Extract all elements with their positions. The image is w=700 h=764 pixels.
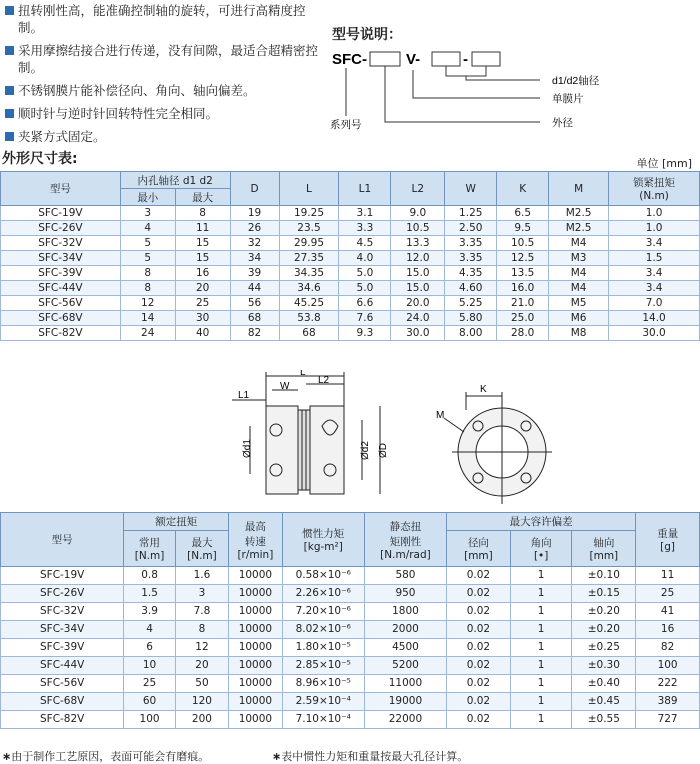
table-cell: 7.10×10⁻⁴ xyxy=(282,711,364,729)
dim-d2: Ød2 xyxy=(360,441,371,460)
table-cell: 34.6 xyxy=(279,281,339,296)
table-cell: 50 xyxy=(175,675,228,693)
col-normal: 常用 [N.m] xyxy=(124,531,175,567)
table-cell: 0.02 xyxy=(447,657,511,675)
table-cell: SFC-26V xyxy=(1,221,121,236)
table-cell: 15.0 xyxy=(391,281,445,296)
table-cell: 15 xyxy=(175,236,230,251)
table-cell: 1.0 xyxy=(609,221,700,236)
col-model: 型号 xyxy=(1,172,121,206)
table-cell: 580 xyxy=(364,567,446,585)
table-cell: 25 xyxy=(124,675,175,693)
table-cell: SFC-26V xyxy=(1,585,124,603)
table-cell: 1.0 xyxy=(609,206,700,221)
table-cell: 82 xyxy=(636,639,700,657)
table-cell: 68 xyxy=(230,311,279,326)
table-cell: 26 xyxy=(230,221,279,236)
table-row xyxy=(1,221,700,236)
table-cell: 4 xyxy=(124,621,175,639)
table-cell: M8 xyxy=(549,326,609,341)
dim-D: ØD xyxy=(378,443,389,458)
table-cell: 0.02 xyxy=(447,639,511,657)
table-cell: 10000 xyxy=(229,603,282,621)
table-cell: 45.25 xyxy=(279,296,339,311)
table-cell: ±0.20 xyxy=(572,621,636,639)
table-cell: SFC-82V xyxy=(1,326,121,341)
table-cell: 7.6 xyxy=(339,311,391,326)
table-cell: ±0.30 xyxy=(572,657,636,675)
table-cell: 120 xyxy=(175,693,228,711)
table-cell: 24 xyxy=(120,326,175,341)
table-cell: M4 xyxy=(549,236,609,251)
table-cell: SFC-32V xyxy=(1,236,121,251)
table-cell: 3.1 xyxy=(339,206,391,221)
table-cell: 14.0 xyxy=(609,311,700,326)
table-cell: 6.5 xyxy=(497,206,549,221)
table-row xyxy=(1,657,700,675)
model-description xyxy=(330,24,700,144)
dim-L2: L2 xyxy=(318,375,330,386)
table-cell: 4 xyxy=(120,221,175,236)
table-cell: 15 xyxy=(175,251,230,266)
table-cell: 5.0 xyxy=(339,281,391,296)
table-cell: M4 xyxy=(549,281,609,296)
col-inertia: 惯性力矩 [kg-m²] xyxy=(282,513,364,567)
footnote-1: ∗由于制作工艺原因，表面可能会有磨痕。 xyxy=(2,750,210,763)
table-cell: 2000 xyxy=(364,621,446,639)
table-cell: 5.25 xyxy=(445,296,497,311)
table-cell: 10000 xyxy=(229,711,282,729)
table-cell: 29.95 xyxy=(279,236,339,251)
code-dash: - xyxy=(463,51,468,68)
table-cell: SFC-44V xyxy=(1,281,121,296)
coupling-drawing xyxy=(230,370,560,510)
table-cell: 56 xyxy=(230,296,279,311)
table-row xyxy=(1,251,700,266)
table-cell: 1 xyxy=(510,585,572,603)
table-cell: 19.25 xyxy=(279,206,339,221)
col-L1: L1 xyxy=(339,172,391,206)
table-row xyxy=(1,585,700,603)
table-cell: 12 xyxy=(120,296,175,311)
col-min: 最小 xyxy=(120,189,175,206)
table-cell: SFC-19V xyxy=(1,206,121,221)
table-cell: 30.0 xyxy=(609,326,700,341)
table-cell: SFC-56V xyxy=(1,296,121,311)
dimension-table xyxy=(0,171,700,341)
col-allowance: 最大容许偏差 xyxy=(447,513,636,531)
table-cell: 4.5 xyxy=(339,236,391,251)
bullet-square-icon xyxy=(5,109,14,118)
table-cell: 8 xyxy=(175,621,228,639)
col-max-torque: 最大 [N.m] xyxy=(175,531,228,567)
table-cell: 1 xyxy=(510,675,572,693)
table-cell: 0.8 xyxy=(124,567,175,585)
table-cell: 4.35 xyxy=(445,266,497,281)
table-cell: 1.5 xyxy=(124,585,175,603)
label-series: 系列号 xyxy=(330,119,362,131)
table-cell: 5.80 xyxy=(445,311,497,326)
table-cell: SFC-19V xyxy=(1,567,124,585)
table-cell: 3.4 xyxy=(609,236,700,251)
table-cell: ±0.10 xyxy=(572,567,636,585)
table-cell: SFC-68V xyxy=(1,693,124,711)
table-cell: 9.5 xyxy=(497,221,549,236)
table-cell: 20 xyxy=(175,281,230,296)
label-single: 单膜片 xyxy=(552,93,584,105)
col-W: W xyxy=(445,172,497,206)
table-cell: 2.59×10⁻⁴ xyxy=(282,693,364,711)
table-cell: 5 xyxy=(120,236,175,251)
table-row xyxy=(1,693,700,711)
table-cell: SFC-82V xyxy=(1,711,124,729)
table-cell: 4.60 xyxy=(445,281,497,296)
table-cell: 1.80×10⁻⁵ xyxy=(282,639,364,657)
table-cell: 3.4 xyxy=(609,281,700,296)
table-cell: 16 xyxy=(175,266,230,281)
label-d1d2: d1/d2轴径 xyxy=(552,75,600,87)
table-cell: 60 xyxy=(124,693,175,711)
table-row xyxy=(1,281,700,296)
table-cell: 7.0 xyxy=(609,296,700,311)
table-cell: 6.6 xyxy=(339,296,391,311)
footnote-2: ∗表中惯性力矩和重量按最大孔径计算。 xyxy=(272,750,469,763)
table-cell: 5.0 xyxy=(339,266,391,281)
table-cell: 14 xyxy=(120,311,175,326)
table-cell: 10000 xyxy=(229,621,282,639)
dim-L1: L1 xyxy=(238,390,250,401)
model-description-title: 型号说明： xyxy=(332,27,402,43)
table-cell: 32 xyxy=(230,236,279,251)
table-cell: 8.96×10⁻⁵ xyxy=(282,675,364,693)
col-K: K xyxy=(497,172,549,206)
table-cell: 3.9 xyxy=(124,603,175,621)
feature-item: 夹紧方式固定。 xyxy=(4,128,322,145)
table-cell: 12.5 xyxy=(497,251,549,266)
table-cell: 0.02 xyxy=(447,585,511,603)
table-cell: 3.35 xyxy=(445,236,497,251)
dims-unit: 单位 [mm] xyxy=(636,157,692,170)
table-cell: 1 xyxy=(510,603,572,621)
table-cell: 389 xyxy=(636,693,700,711)
table-cell: 9.3 xyxy=(339,326,391,341)
table-cell: 8 xyxy=(120,281,175,296)
table-cell: SFC-32V xyxy=(1,603,124,621)
table-cell: SFC-34V xyxy=(1,251,121,266)
table-cell: 20 xyxy=(175,657,228,675)
table-cell: 5 xyxy=(120,251,175,266)
table-cell: 0.02 xyxy=(447,693,511,711)
table-cell: 53.8 xyxy=(279,311,339,326)
table-row xyxy=(1,639,700,657)
col-max: 最大 xyxy=(175,189,230,206)
dim-K: K xyxy=(480,384,487,395)
technical-drawing xyxy=(230,370,560,510)
table-cell: 10 xyxy=(124,657,175,675)
table-cell: 7.20×10⁻⁶ xyxy=(282,603,364,621)
table-cell: 950 xyxy=(364,585,446,603)
table-cell: 3.3 xyxy=(339,221,391,236)
table-cell: 0.02 xyxy=(447,567,511,585)
table-cell: 19 xyxy=(230,206,279,221)
col-weight: 重量 [g] xyxy=(636,513,700,567)
table-cell: 1.25 xyxy=(445,206,497,221)
col-bore: 内孔轴径 d1 d2 xyxy=(120,172,230,189)
table-cell: 25 xyxy=(175,296,230,311)
table-cell: 16 xyxy=(636,621,700,639)
table-cell: 13.3 xyxy=(391,236,445,251)
table-cell: 4500 xyxy=(364,639,446,657)
feature-list xyxy=(4,2,322,151)
table-cell: 34.35 xyxy=(279,266,339,281)
table-cell: 34 xyxy=(230,251,279,266)
table-cell: 4.0 xyxy=(339,251,391,266)
d1-box xyxy=(432,52,460,66)
table-cell: 12 xyxy=(175,639,228,657)
dim-d1: Ød1 xyxy=(242,439,253,458)
table-cell: 6 xyxy=(124,639,175,657)
col-M: M xyxy=(549,172,609,206)
col-rated: 额定扭矩 xyxy=(124,513,229,531)
table-cell: 8.02×10⁻⁶ xyxy=(282,621,364,639)
table-cell: SFC-34V xyxy=(1,621,124,639)
table-row xyxy=(1,206,700,221)
table-cell: 0.02 xyxy=(447,711,511,729)
table-cell: SFC-39V xyxy=(1,266,121,281)
table-cell: SFC-68V xyxy=(1,311,121,326)
feature-item: 扭转刚性高，能准确控制轴的旋转，可进行高精度控制。 xyxy=(4,2,322,36)
table-cell: M6 xyxy=(549,311,609,326)
table-cell: 27.35 xyxy=(279,251,339,266)
bullet-square-icon xyxy=(5,132,14,141)
dims-title: 外形尺寸表: xyxy=(2,151,78,167)
table-cell: 1.6 xyxy=(175,567,228,585)
table-cell: 0.02 xyxy=(447,675,511,693)
table-cell: 10000 xyxy=(229,675,282,693)
table-cell: 1.5 xyxy=(609,251,700,266)
table-cell: ±0.25 xyxy=(572,639,636,657)
feature-item: 顺时针与逆时针回转特性完全相同。 xyxy=(4,105,322,122)
table-cell: 22000 xyxy=(364,711,446,729)
model-code-diagram xyxy=(330,24,700,144)
table-row xyxy=(1,266,700,281)
table-row xyxy=(1,567,700,585)
table-cell: 5200 xyxy=(364,657,446,675)
table-cell: 0.58×10⁻⁶ xyxy=(282,567,364,585)
table-cell: 8.00 xyxy=(445,326,497,341)
table-cell: 3 xyxy=(175,585,228,603)
table-cell: 1 xyxy=(510,693,572,711)
table-cell: 1 xyxy=(510,639,572,657)
table-cell: 0.02 xyxy=(447,603,511,621)
table-row xyxy=(1,675,700,693)
table-cell: 2.85×10⁻⁵ xyxy=(282,657,364,675)
table-cell: 40 xyxy=(175,326,230,341)
table-row xyxy=(1,711,700,729)
col-radial: 径向 [mm] xyxy=(447,531,511,567)
col-model: 型号 xyxy=(1,513,124,567)
table-cell: 10.5 xyxy=(391,221,445,236)
table-cell: SFC-44V xyxy=(1,657,124,675)
table-cell: 11 xyxy=(636,567,700,585)
performance-table xyxy=(0,512,700,729)
table-cell: 100 xyxy=(124,711,175,729)
table-cell: ±0.55 xyxy=(572,711,636,729)
table-cell: M2.5 xyxy=(549,206,609,221)
dim-M: M xyxy=(436,410,445,421)
dim-L: L xyxy=(300,370,306,378)
col-angular: 角向 [•] xyxy=(510,531,572,567)
label-od: 外径 xyxy=(552,117,573,129)
table-cell: 3 xyxy=(120,206,175,221)
table-cell: 10000 xyxy=(229,585,282,603)
table-cell: 10000 xyxy=(229,567,282,585)
table-cell: 10000 xyxy=(229,657,282,675)
table-cell: 10.5 xyxy=(497,236,549,251)
feature-item: 采用摩擦结接合进行传递，没有间隙，最适合超精密控制。 xyxy=(4,42,322,76)
table-cell: 24.0 xyxy=(391,311,445,326)
table-cell: 13.5 xyxy=(497,266,549,281)
dim-W: W xyxy=(280,381,290,392)
col-L: L xyxy=(279,172,339,206)
table-row xyxy=(1,621,700,639)
table-cell: M3 xyxy=(549,251,609,266)
table-cell: M2.5 xyxy=(549,221,609,236)
table-cell: 11 xyxy=(175,221,230,236)
table-row xyxy=(1,311,700,326)
table-row xyxy=(1,326,700,341)
table-cell: 222 xyxy=(636,675,700,693)
table-cell: 1 xyxy=(510,657,572,675)
bullet-square-icon xyxy=(5,86,14,95)
table-cell: SFC-39V xyxy=(1,639,124,657)
table-cell: 28.0 xyxy=(497,326,549,341)
table-cell: 10000 xyxy=(229,693,282,711)
table-row xyxy=(1,296,700,311)
table-cell: ±0.40 xyxy=(572,675,636,693)
bullet-square-icon xyxy=(5,6,14,15)
col-torque: 锁紧扭矩 (N.m) xyxy=(609,172,700,206)
table-cell: 39 xyxy=(230,266,279,281)
table-cell: 100 xyxy=(636,657,700,675)
col-stiffness: 静态扭 矩刚性 [N.m/rad] xyxy=(364,513,446,567)
col-L2: L2 xyxy=(391,172,445,206)
table-cell: 1 xyxy=(510,711,572,729)
table-cell: 30.0 xyxy=(391,326,445,341)
table-cell: 8 xyxy=(175,206,230,221)
table-cell: 2.50 xyxy=(445,221,497,236)
table-cell: 11000 xyxy=(364,675,446,693)
od-box xyxy=(370,52,400,66)
table-cell: 200 xyxy=(175,711,228,729)
table-cell: ±0.20 xyxy=(572,603,636,621)
table-cell: 20.0 xyxy=(391,296,445,311)
table-cell: 25 xyxy=(636,585,700,603)
table-cell: 10000 xyxy=(229,639,282,657)
table-cell: 9.0 xyxy=(391,206,445,221)
table-cell: 15.0 xyxy=(391,266,445,281)
table-cell: 23.5 xyxy=(279,221,339,236)
table-cell: 1 xyxy=(510,567,572,585)
table-cell: 1800 xyxy=(364,603,446,621)
table-cell: ±0.45 xyxy=(572,693,636,711)
table-cell: 68 xyxy=(279,326,339,341)
table-cell: 44 xyxy=(230,281,279,296)
table-cell: 1 xyxy=(510,621,572,639)
table-cell: 19000 xyxy=(364,693,446,711)
table-cell: 727 xyxy=(636,711,700,729)
col-axial: 轴向 [mm] xyxy=(572,531,636,567)
table-cell: ±0.15 xyxy=(572,585,636,603)
table-cell: 12.0 xyxy=(391,251,445,266)
table-cell: 0.02 xyxy=(447,621,511,639)
col-speed: 最高 转速 [r/min] xyxy=(229,513,282,567)
col-D: D xyxy=(230,172,279,206)
table-cell: 21.0 xyxy=(497,296,549,311)
code-v: V- xyxy=(406,51,421,68)
bullet-square-icon xyxy=(5,46,14,55)
table-cell: SFC-56V xyxy=(1,675,124,693)
table-cell: 41 xyxy=(636,603,700,621)
table-row xyxy=(1,236,700,251)
table-cell: 3.4 xyxy=(609,266,700,281)
table-cell: M5 xyxy=(549,296,609,311)
table-cell: 82 xyxy=(230,326,279,341)
d2-box xyxy=(472,52,500,66)
code-prefix: SFC- xyxy=(332,51,367,68)
table-cell: 7.8 xyxy=(175,603,228,621)
table-row xyxy=(1,603,700,621)
table-cell: 2.26×10⁻⁶ xyxy=(282,585,364,603)
table-cell: 30 xyxy=(175,311,230,326)
feature-item: 不锈钢膜片能补偿径向、角向、轴向偏差。 xyxy=(4,82,322,99)
table-cell: 16.0 xyxy=(497,281,549,296)
table-cell: 25.0 xyxy=(497,311,549,326)
table-cell: 8 xyxy=(120,266,175,281)
table-cell: M4 xyxy=(549,266,609,281)
table-cell: 3.35 xyxy=(445,251,497,266)
